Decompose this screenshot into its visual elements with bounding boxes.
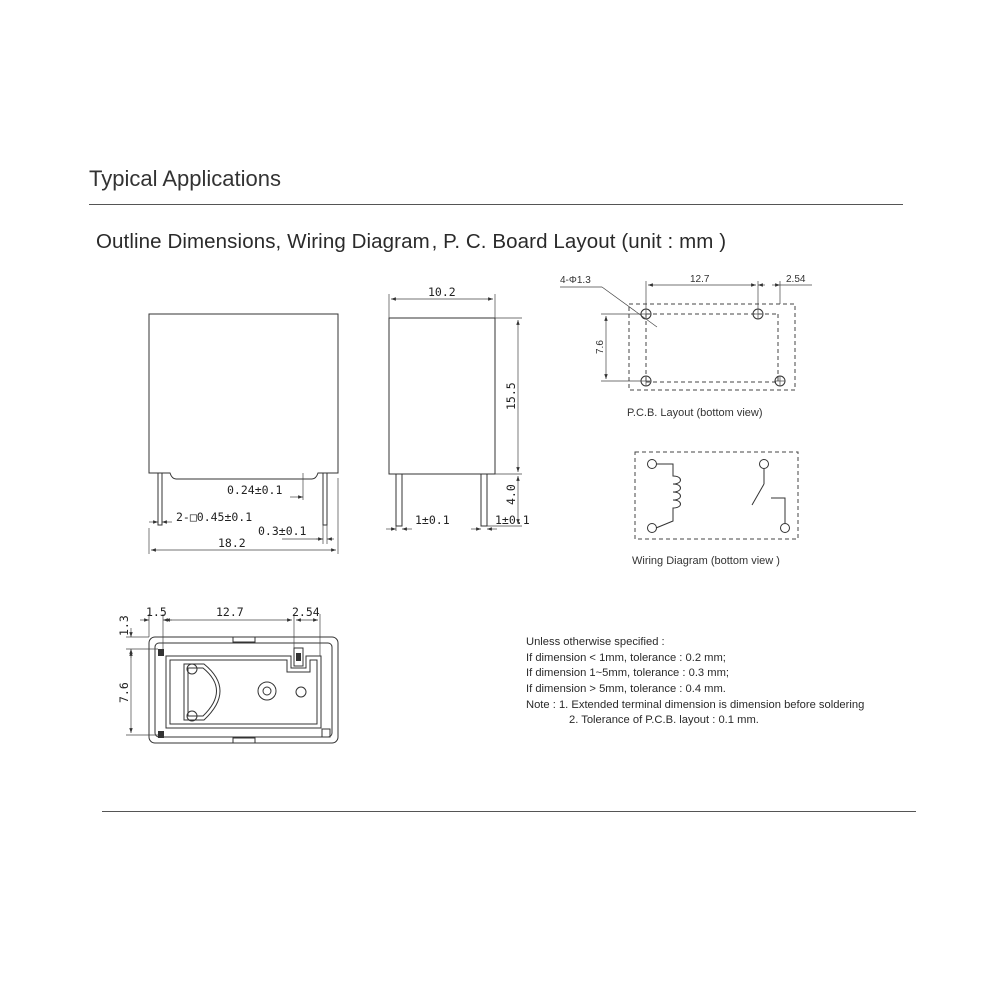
wiring-diagram xyxy=(635,452,798,539)
bottom-divider xyxy=(102,811,916,812)
contact-switch-arm xyxy=(752,484,764,505)
bottom-offset-dim: 2.54 xyxy=(292,605,320,619)
note-line: If dimension < 1mm, tolerance : 0.2 mm; xyxy=(526,652,726,664)
front-pin-spacing-dim: 2-□0.45±0.1 xyxy=(176,510,253,524)
side-pin-right-dim: 1±0.1 xyxy=(495,513,530,527)
front-width-dim: 18.2 xyxy=(218,536,246,550)
front-view-body xyxy=(149,314,338,479)
side-pin-right xyxy=(481,474,487,526)
contact-terminal-bottom xyxy=(781,524,790,533)
side-view xyxy=(386,285,530,531)
note-line: If dimension > 5mm, tolerance : 0.4 mm. xyxy=(526,683,726,695)
bottom-height-dim: 7.6 xyxy=(117,682,131,703)
bottom-pin-marker xyxy=(158,649,164,656)
pcb-outline xyxy=(629,304,795,390)
bottom-pin-marker xyxy=(158,731,164,738)
pcb-caption: P.C.B. Layout (bottom view) xyxy=(627,407,763,419)
pcb-spacing-dim: 12.7 xyxy=(690,274,710,285)
bottom-edge-dim: 1.5 xyxy=(146,605,167,619)
front-pin-left xyxy=(158,473,162,525)
front-view xyxy=(149,314,338,554)
front-pin-thickness-dim: 0.3±0.1 xyxy=(258,524,307,538)
side-pin-length-dim: 4.0 xyxy=(504,484,518,505)
bottom-top-dim: 1.3 xyxy=(117,615,131,636)
side-height-dim: 15.5 xyxy=(504,382,518,410)
section-title: Typical Applications xyxy=(89,166,281,191)
side-pin-left xyxy=(396,474,402,526)
note-line: Note : 1. Extended terminal dimension is dimension before soldering xyxy=(526,699,865,711)
coil-terminal-bottom xyxy=(648,524,657,533)
wiring-outline xyxy=(635,452,798,539)
coil-symbol xyxy=(656,464,681,528)
coil-terminal-top xyxy=(648,460,657,469)
side-view-body xyxy=(389,318,495,474)
diagram-subtitle: Outline Dimensions, Wiring Diagram , P. C. Board Layout (unit : mm ) xyxy=(96,230,727,253)
note-line: 2. Tolerance of P.C.B. layout : 0.1 mm. xyxy=(569,714,759,726)
note-line: Unless otherwise specified : xyxy=(526,636,665,648)
pcb-height-dim: 7.6 xyxy=(595,340,606,354)
side-pin-left-dim: 1±0.1 xyxy=(415,513,450,527)
pcb-offset-dim: 2.54 xyxy=(786,274,806,285)
contact-no-lead xyxy=(771,498,785,523)
wiring-caption: Wiring Diagram (bottom view ) xyxy=(632,555,780,567)
front-pin-right xyxy=(323,473,327,525)
bottom-spacing-dim: 12.7 xyxy=(216,605,244,619)
pcb-layout xyxy=(560,274,812,419)
front-pin-offset-dim: 0.24±0.1 xyxy=(227,483,283,497)
side-width-dim: 10.2 xyxy=(428,285,456,299)
pcb-holes xyxy=(641,309,785,386)
pcb-hole-label: 4-Φ1.3 xyxy=(560,275,591,286)
note-line: If dimension 1~5mm, tolerance : 0.3 mm; xyxy=(526,667,730,679)
tolerance-notes xyxy=(526,636,864,726)
bottom-center-hole xyxy=(258,682,276,700)
bottom-view-outer xyxy=(149,637,338,743)
contact-terminal-top xyxy=(760,460,769,469)
bottom-inner-frame xyxy=(166,656,321,728)
bottom-view xyxy=(117,605,338,743)
